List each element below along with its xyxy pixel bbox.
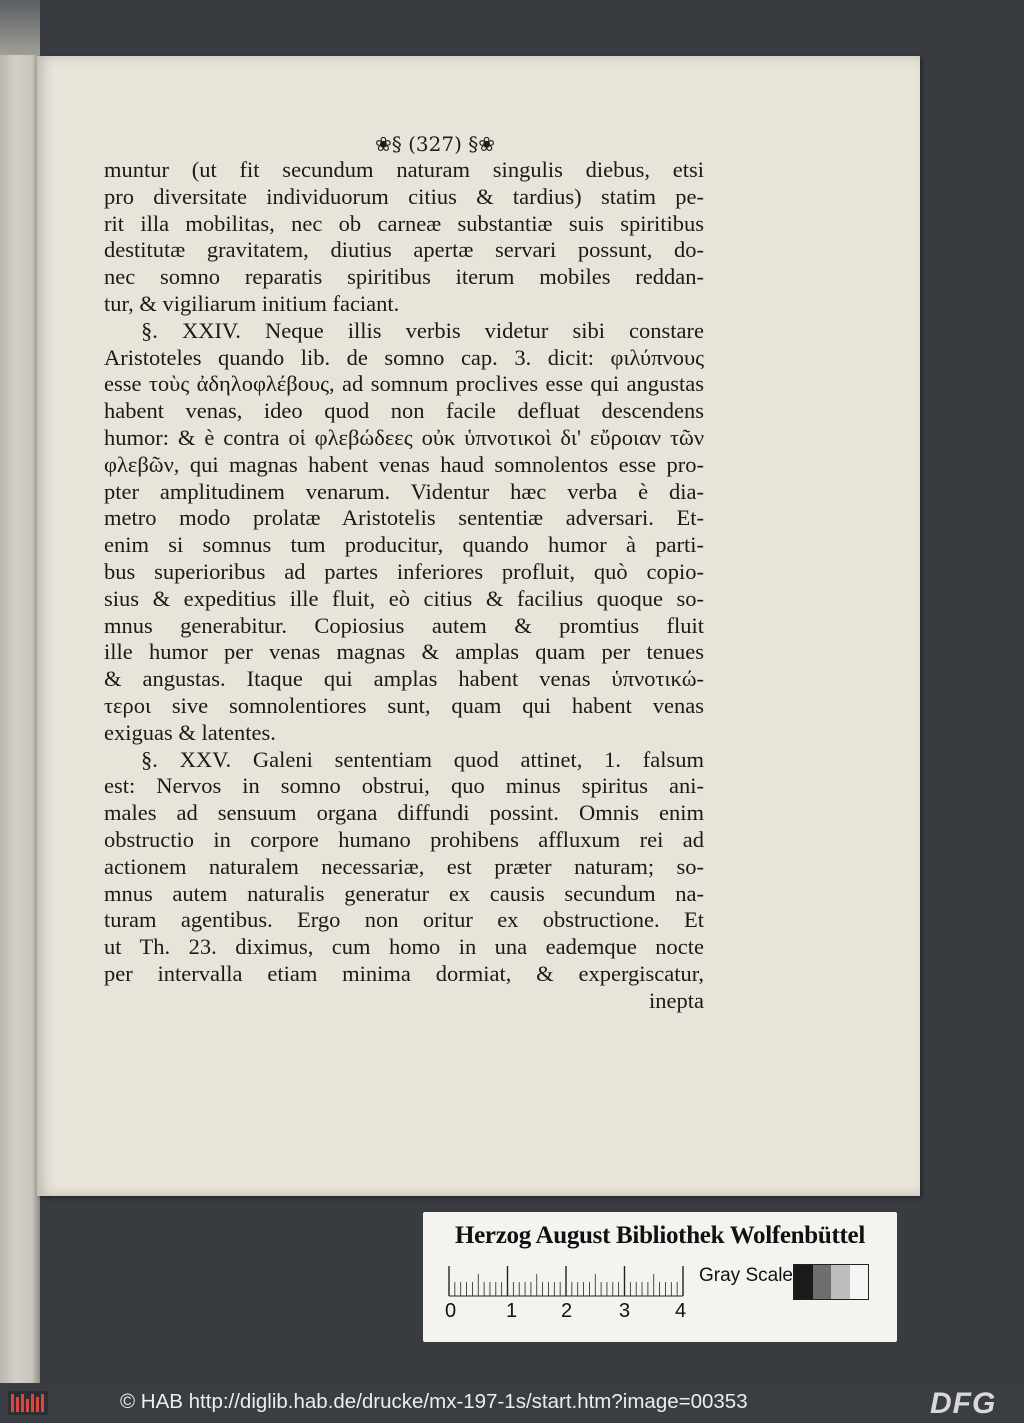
- gray-swatch: [850, 1265, 869, 1299]
- text-line: τεροι sive somnolentiores sunt, quam qui habent venas: [104, 692, 704, 718]
- citation-link[interactable]: © HAB http://diglib.hab.de/drucke/mx-197-1s/start.htm?image=00353: [120, 1390, 748, 1413]
- gray-scale-label: Gray Scale: [699, 1265, 793, 1286]
- text-line: pter amplitudinem venarum. Videntur hæc verba è dia-: [104, 478, 704, 504]
- text-line: ille humor per venas magnas & amplas quam per tenues: [104, 639, 704, 665]
- section-heading-xxv: §. XXV. Galeni sententiam quod attinet, 1. falsum: [141, 746, 704, 772]
- text-line: exiguas & latentes.: [104, 719, 276, 745]
- previous-page-edge: [0, 55, 40, 1383]
- text-line: turam agentibus. Ergo non oritur ex obstructione. Et: [104, 907, 704, 933]
- text-line: mnus generabitur. Copiosius autem & promtius fluit: [104, 612, 704, 638]
- previous-page-edge-top: [0, 0, 40, 60]
- gray-swatch: [794, 1265, 813, 1299]
- text-line: males ad sensuum organa diffundi possint. Omnis enim: [104, 800, 704, 826]
- text-line: actionem naturalem necessariæ, est præter naturam; so-: [104, 853, 704, 879]
- text-line: tur, & vigiliarum initium faciant.: [104, 290, 400, 316]
- ruler-label-2: 2: [561, 1300, 573, 1322]
- text-line: φλεβῶν, qui magnas habent venas haud somnolentos esse pro-: [104, 451, 704, 477]
- library-color-card: [423, 1212, 897, 1342]
- ruler-label-3: 3: [619, 1300, 631, 1322]
- text-line: est: Nervos in somno obstrui, quo minus spiritus ani-: [104, 773, 704, 799]
- gray-swatch: [813, 1265, 832, 1299]
- text-line: muntur (ut fit secundum naturam singulis diebus, etsi: [104, 157, 704, 182]
- text-line: habent venas, ideo quod non facile defluat descendens: [104, 398, 704, 424]
- text-line: sius & expeditius ille fluit, eò citius & facilius quoque so-: [104, 585, 704, 611]
- section-heading-xxiv: §. XXIV. Neque illis verbis videtur sibi constare: [141, 317, 704, 343]
- text-line: Aristoteles quando lib. de somno cap. 3. dicit: φιλύπνους: [104, 344, 704, 370]
- text-line: enim si somnus tum producitur, quando humor à parti-: [104, 532, 704, 558]
- text-line: mnus autem naturalis generatur ex causis secundum na-: [104, 880, 704, 906]
- text-line: rit illa mobilitas, nec ob carneæ substantiæ suis spiritibus: [104, 210, 704, 236]
- ruler-label-4: 4: [675, 1300, 687, 1322]
- ruler-label-1: 1: [506, 1300, 518, 1322]
- library-name: Herzog August Bibliothek Wolfenbüttel: [454, 1222, 865, 1249]
- text-line: bus superioribus ad partes inferiores profluit, quò copio-: [104, 558, 704, 584]
- text-line: humor: & è contra οἱ φλεβώδεες οὐκ ὑπνοτικοὶ δι' εὔροιαν τῶν: [104, 424, 704, 450]
- text-line: ut Th. 23. diximus, cum homo in una eademque nocte: [104, 934, 704, 960]
- gray-scale-swatches: [793, 1264, 869, 1300]
- body-text: [104, 157, 704, 1015]
- text-line: metro modo prolatæ Aristotelis sententiæ adversari. Et-: [104, 505, 704, 531]
- text-line: obstructio in corpore humano prohibens affluxum rei ad: [104, 826, 704, 852]
- text-line: per intervalla etiam minima dormiat, & expergiscatur,: [104, 960, 704, 986]
- gray-swatch: [831, 1265, 850, 1299]
- text-line: nec somno reparatis spiritibus iterum mobiles reddan-: [104, 264, 704, 290]
- text-line: pro diversitate individuorum citius & tardius) statim pe-: [104, 183, 704, 209]
- ruler-label-0: 0: [445, 1300, 457, 1322]
- page-number-header: ❀§ (327) §❀: [374, 132, 495, 156]
- book-page: [37, 56, 920, 1196]
- hab-logo-icon: [8, 1391, 48, 1415]
- text-line: destitutæ gravitatem, diutius apertæ servari possunt, do-: [104, 237, 704, 263]
- catchword: inepta: [649, 987, 704, 1013]
- dfg-logo: DFG: [930, 1387, 997, 1420]
- text-line: esse τοὺς ἀδηλοφλέβους, ad somnum proclives esse qui angustas: [104, 371, 704, 397]
- viewer-footer: [0, 1383, 1024, 1423]
- text-line: & angustas. Itaque qui amplas habent venas ὑπνοτικώ-: [104, 666, 704, 692]
